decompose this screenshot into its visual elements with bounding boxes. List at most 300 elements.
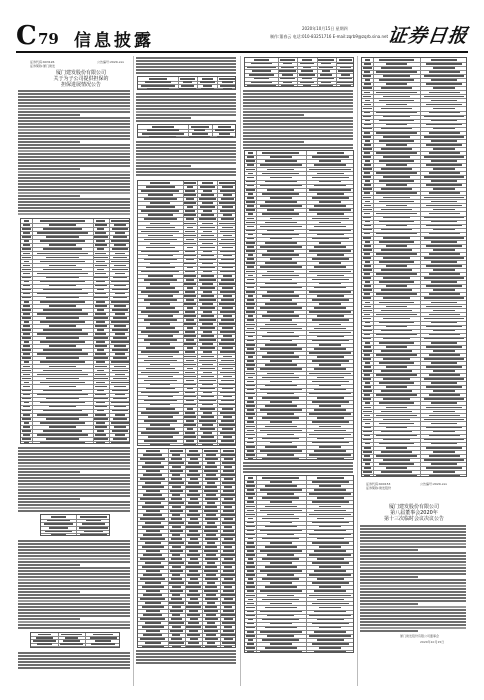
table-cell xyxy=(179,88,196,90)
table-cell xyxy=(94,357,108,359)
table-cell xyxy=(148,275,173,277)
table-cell xyxy=(246,271,254,273)
table-cell xyxy=(270,401,292,403)
table-cell xyxy=(202,384,213,386)
table-cell xyxy=(224,638,234,640)
text-line xyxy=(136,156,236,158)
notice-codes xyxy=(30,60,55,68)
table-cell xyxy=(221,218,234,220)
table-cell xyxy=(203,331,212,333)
table-cell xyxy=(97,248,104,250)
table-cell xyxy=(247,156,254,158)
table-cell xyxy=(314,328,346,330)
notice-title-line: 担保进展情况公告 xyxy=(60,82,101,88)
text-line xyxy=(243,117,353,119)
table-cell xyxy=(22,349,31,351)
table-cell xyxy=(199,420,216,422)
table-cell xyxy=(22,297,30,299)
table-cell xyxy=(188,562,199,564)
data-table xyxy=(137,124,236,138)
text-line xyxy=(136,108,236,110)
table-cell xyxy=(169,462,184,464)
table-cell xyxy=(431,342,457,344)
table-cell xyxy=(317,152,344,154)
table-cell xyxy=(140,598,165,600)
table-cell xyxy=(246,242,255,244)
table-cell xyxy=(186,586,201,588)
table-cell xyxy=(262,336,299,338)
table-cell xyxy=(364,104,371,106)
text-line xyxy=(243,105,353,107)
table-cell xyxy=(220,190,235,192)
table-cell xyxy=(205,646,216,648)
text-line xyxy=(360,534,466,536)
table-cell xyxy=(23,244,30,246)
table-cell xyxy=(260,611,302,613)
table-cell xyxy=(424,297,465,299)
table-cell xyxy=(431,59,457,61)
table-cell xyxy=(247,348,253,350)
table-cell xyxy=(36,637,54,639)
table-cell xyxy=(265,222,297,224)
table-cell xyxy=(424,217,465,219)
table-cell xyxy=(221,319,234,321)
data-table xyxy=(20,218,130,444)
table-col-rule xyxy=(188,125,189,137)
table-cell xyxy=(187,574,200,576)
table-cell xyxy=(220,271,235,273)
table-cell xyxy=(364,92,370,94)
table-cell xyxy=(188,602,199,604)
text-line xyxy=(136,105,236,107)
table-cell xyxy=(312,522,349,524)
text-line xyxy=(360,546,466,548)
text-line xyxy=(360,615,466,617)
table-cell xyxy=(379,201,415,203)
table-cell xyxy=(260,348,302,350)
table-cell xyxy=(221,339,234,341)
table-cell xyxy=(113,317,127,319)
text-line xyxy=(360,621,466,623)
table-cell xyxy=(189,630,199,632)
table-cell xyxy=(280,78,294,80)
table-cell xyxy=(205,466,216,468)
table-cell xyxy=(246,364,255,366)
text-line xyxy=(18,177,130,179)
text-line xyxy=(18,192,130,194)
table-cell xyxy=(144,440,177,442)
table-cell xyxy=(206,514,216,516)
table-cell xyxy=(63,640,81,642)
text-line xyxy=(136,159,236,161)
table-cell xyxy=(114,244,126,246)
text-line xyxy=(243,465,353,467)
table-cell xyxy=(246,160,255,162)
table-cell xyxy=(376,192,417,194)
table-cell xyxy=(150,243,170,245)
table-cell xyxy=(140,458,165,460)
table-cell xyxy=(223,470,234,472)
table-cell xyxy=(433,350,454,352)
table-cell xyxy=(145,582,161,584)
table-cell xyxy=(246,230,254,232)
data-table xyxy=(137,76,236,90)
table-cell xyxy=(262,639,299,641)
table-cell xyxy=(186,239,194,241)
table-cell xyxy=(424,237,465,239)
text-line xyxy=(136,168,236,170)
table-cell xyxy=(246,352,254,354)
table-cell xyxy=(433,330,454,332)
table-cell xyxy=(189,510,199,512)
table-cell xyxy=(319,627,341,629)
table-cell xyxy=(112,248,129,250)
table-cell xyxy=(317,518,344,520)
table-cell xyxy=(113,438,127,440)
table-cell xyxy=(386,407,407,409)
table-cell xyxy=(363,269,372,271)
text-line xyxy=(18,655,130,657)
table-cell xyxy=(185,331,195,333)
table-cell xyxy=(262,417,299,419)
table-cell xyxy=(309,230,351,232)
table-cell xyxy=(46,357,79,359)
table-cell xyxy=(246,454,254,456)
table-cell xyxy=(317,477,344,479)
publication-date: 2020年10月15日 星期四 xyxy=(302,26,348,31)
table-cell xyxy=(23,285,30,287)
table-col-rule xyxy=(197,77,198,89)
table-cell xyxy=(224,618,234,620)
table-cell xyxy=(172,526,182,528)
table-cell xyxy=(431,281,457,283)
table-cell xyxy=(43,390,82,392)
table-cell xyxy=(147,129,179,131)
table-cell xyxy=(251,82,272,84)
table-cell xyxy=(222,408,233,410)
table-cell xyxy=(142,586,164,588)
table-cell xyxy=(143,454,162,456)
table-cell xyxy=(219,182,236,184)
table-cell xyxy=(429,334,460,336)
table-cell xyxy=(115,394,125,396)
table-cell xyxy=(320,74,333,76)
table-cell xyxy=(312,623,349,625)
table-cell xyxy=(184,444,195,446)
table-cell xyxy=(171,458,182,460)
text-line xyxy=(18,552,130,554)
table-cell xyxy=(23,293,29,295)
table-cell xyxy=(148,376,173,378)
text-line xyxy=(18,198,130,200)
table-cell xyxy=(365,120,370,122)
table-cell xyxy=(246,514,254,516)
table-cell xyxy=(381,370,412,372)
table-cell xyxy=(221,380,234,382)
table-cell xyxy=(262,315,299,317)
stock-name: 证券简称:建发股份 xyxy=(366,486,392,490)
table-cell xyxy=(386,285,407,287)
table-cell xyxy=(223,590,234,592)
table-cell xyxy=(143,514,162,516)
table-cell xyxy=(144,339,177,341)
table-cell xyxy=(247,450,253,452)
table-cell xyxy=(205,546,216,548)
table-cell xyxy=(365,443,370,445)
table-cell xyxy=(145,602,161,604)
table-cell xyxy=(149,78,167,80)
table-cell xyxy=(43,269,82,271)
table-cell xyxy=(246,526,255,528)
table-cell xyxy=(246,201,255,203)
table-cell xyxy=(199,360,216,362)
table-cell xyxy=(172,634,180,636)
table-cell xyxy=(312,177,349,179)
table-cell xyxy=(219,283,236,285)
table-cell xyxy=(247,205,253,207)
table-cell xyxy=(94,337,108,339)
table-cell xyxy=(113,378,127,380)
table-cell xyxy=(363,168,372,170)
table-cell xyxy=(171,518,182,520)
table-cell xyxy=(262,599,299,601)
table-cell xyxy=(114,406,126,408)
table-cell xyxy=(426,164,462,166)
table-cell xyxy=(171,478,182,480)
table-cell xyxy=(246,554,254,556)
text-line xyxy=(18,459,130,461)
table-cell xyxy=(95,313,106,315)
table-cell xyxy=(314,631,346,633)
table-cell xyxy=(146,287,175,289)
text-line xyxy=(360,624,466,626)
table-cell xyxy=(148,214,173,216)
table-cell xyxy=(170,590,183,592)
table-cell xyxy=(220,291,235,293)
table-cell xyxy=(141,311,179,313)
table-cell xyxy=(376,435,417,437)
text-line xyxy=(18,597,130,599)
table-cell xyxy=(202,343,213,345)
table-cell xyxy=(433,87,454,89)
table-cell xyxy=(37,253,88,255)
table-cell xyxy=(302,59,313,61)
table-cell xyxy=(267,271,294,273)
table-cell xyxy=(265,607,297,609)
masthead xyxy=(16,22,468,50)
table-cell xyxy=(22,317,30,319)
table-cell xyxy=(224,526,232,528)
table-cell xyxy=(150,263,170,265)
table-cell xyxy=(96,301,105,303)
table-cell xyxy=(260,450,302,452)
table-cell xyxy=(96,341,105,343)
table-cell xyxy=(49,386,76,388)
table-cell xyxy=(187,206,194,208)
table-cell xyxy=(215,129,234,131)
table-cell xyxy=(260,307,302,309)
table-cell xyxy=(206,454,216,456)
table-cell xyxy=(317,397,344,399)
table-cell xyxy=(24,361,29,363)
table-cell xyxy=(379,120,415,122)
table-cell xyxy=(424,459,465,461)
table-cell xyxy=(194,129,205,131)
table-cell xyxy=(184,243,195,245)
table-cell xyxy=(115,333,125,335)
table-cell xyxy=(204,530,219,532)
table-cell xyxy=(94,438,108,440)
table-cell xyxy=(169,502,184,504)
table-cell xyxy=(319,586,341,588)
table-cell xyxy=(270,381,292,383)
section-title: 信息披露 xyxy=(74,31,154,51)
table-cell xyxy=(426,225,462,227)
table-cell xyxy=(112,269,129,271)
table-cell xyxy=(170,530,183,532)
text-line xyxy=(18,546,130,548)
table-cell xyxy=(143,534,162,536)
table-cell xyxy=(364,285,371,287)
table-cell xyxy=(312,319,349,321)
table-cell xyxy=(184,396,197,398)
table-cell xyxy=(114,345,126,347)
table-cell xyxy=(383,257,409,259)
table-cell xyxy=(144,218,177,220)
table-cell xyxy=(265,385,297,387)
table-cell xyxy=(365,322,370,324)
table-cell xyxy=(386,205,407,207)
text-line xyxy=(360,588,466,590)
table-cell xyxy=(262,152,299,154)
stock-code: 证券代码:600153 xyxy=(366,482,391,486)
table-cell xyxy=(312,442,349,444)
table-cell xyxy=(172,486,182,488)
table-cell xyxy=(201,315,214,317)
table-cell xyxy=(247,489,253,491)
table-cell xyxy=(222,602,235,604)
table-cell xyxy=(260,510,302,512)
table-cell xyxy=(111,281,130,283)
table-cell xyxy=(220,372,235,374)
table-cell xyxy=(141,291,179,293)
table-col-rule xyxy=(306,151,307,459)
table-cell xyxy=(22,228,31,230)
table-cell xyxy=(199,198,216,200)
text-line xyxy=(18,129,130,131)
table-cell xyxy=(376,253,417,255)
table-cell xyxy=(247,481,254,483)
table-cell xyxy=(206,474,216,476)
table-cell xyxy=(279,70,295,72)
text-line xyxy=(18,486,130,488)
table-cell xyxy=(222,542,235,544)
table-cell xyxy=(64,647,79,649)
table-cell xyxy=(247,562,254,564)
table-cell xyxy=(170,610,183,612)
text-line xyxy=(136,111,236,113)
table-cell xyxy=(141,210,179,212)
table-cell xyxy=(23,414,29,416)
table-cell xyxy=(169,602,184,604)
table-cell xyxy=(267,209,294,211)
table-cell xyxy=(309,434,351,436)
table-cell xyxy=(96,382,105,384)
table-cell xyxy=(188,482,199,484)
table-cell xyxy=(219,424,236,426)
text-line xyxy=(136,114,236,116)
table-cell xyxy=(364,455,370,457)
table-cell xyxy=(267,493,294,495)
table-cell xyxy=(46,438,79,440)
table-cell xyxy=(270,156,292,158)
table-cell xyxy=(40,422,85,424)
table-cell xyxy=(267,514,294,516)
table-cell xyxy=(363,136,371,138)
text-line xyxy=(18,456,130,458)
table-cell xyxy=(383,197,409,199)
table-cell xyxy=(364,132,370,134)
table-cell xyxy=(260,328,302,330)
table-cell xyxy=(363,398,371,400)
text-line xyxy=(18,126,130,128)
table-cell xyxy=(205,578,218,580)
table-cell xyxy=(207,642,215,644)
table-cell xyxy=(247,258,254,260)
table-cell xyxy=(223,610,234,612)
table-cell xyxy=(246,413,254,415)
table-cell xyxy=(223,295,232,297)
table-cell xyxy=(247,582,254,584)
table-cell xyxy=(429,455,460,457)
table-cell xyxy=(381,148,412,150)
table-cell xyxy=(363,217,371,219)
table-cell xyxy=(115,253,125,255)
table-cell xyxy=(247,510,253,512)
table-cell xyxy=(381,310,412,312)
table-cell xyxy=(379,160,415,162)
signature: 厦门建发股份有限公司董事会 xyxy=(400,634,440,638)
text-line xyxy=(360,552,466,554)
table-cell xyxy=(204,590,219,592)
table-cell xyxy=(246,534,254,536)
text-line xyxy=(360,630,418,632)
table-cell xyxy=(381,289,412,291)
table-cell xyxy=(222,368,233,370)
table-cell xyxy=(363,156,371,158)
text-line xyxy=(136,63,236,65)
table-cell xyxy=(189,136,210,138)
table-cell xyxy=(319,566,341,568)
table-cell xyxy=(169,582,184,584)
table-cell xyxy=(303,67,312,69)
text-line xyxy=(18,498,80,500)
data-table xyxy=(361,57,467,477)
text-line xyxy=(360,543,466,545)
table-cell xyxy=(246,607,255,609)
table-cell xyxy=(219,323,236,325)
text-line xyxy=(360,609,466,611)
table-cell xyxy=(150,223,170,225)
table-cell xyxy=(365,362,370,364)
table-cell xyxy=(363,188,372,190)
table-cell xyxy=(314,287,346,289)
table-cell xyxy=(246,405,255,407)
table-cell xyxy=(146,267,175,269)
table-cell xyxy=(309,635,351,637)
table-cell xyxy=(222,522,235,524)
table-cell xyxy=(203,85,212,87)
